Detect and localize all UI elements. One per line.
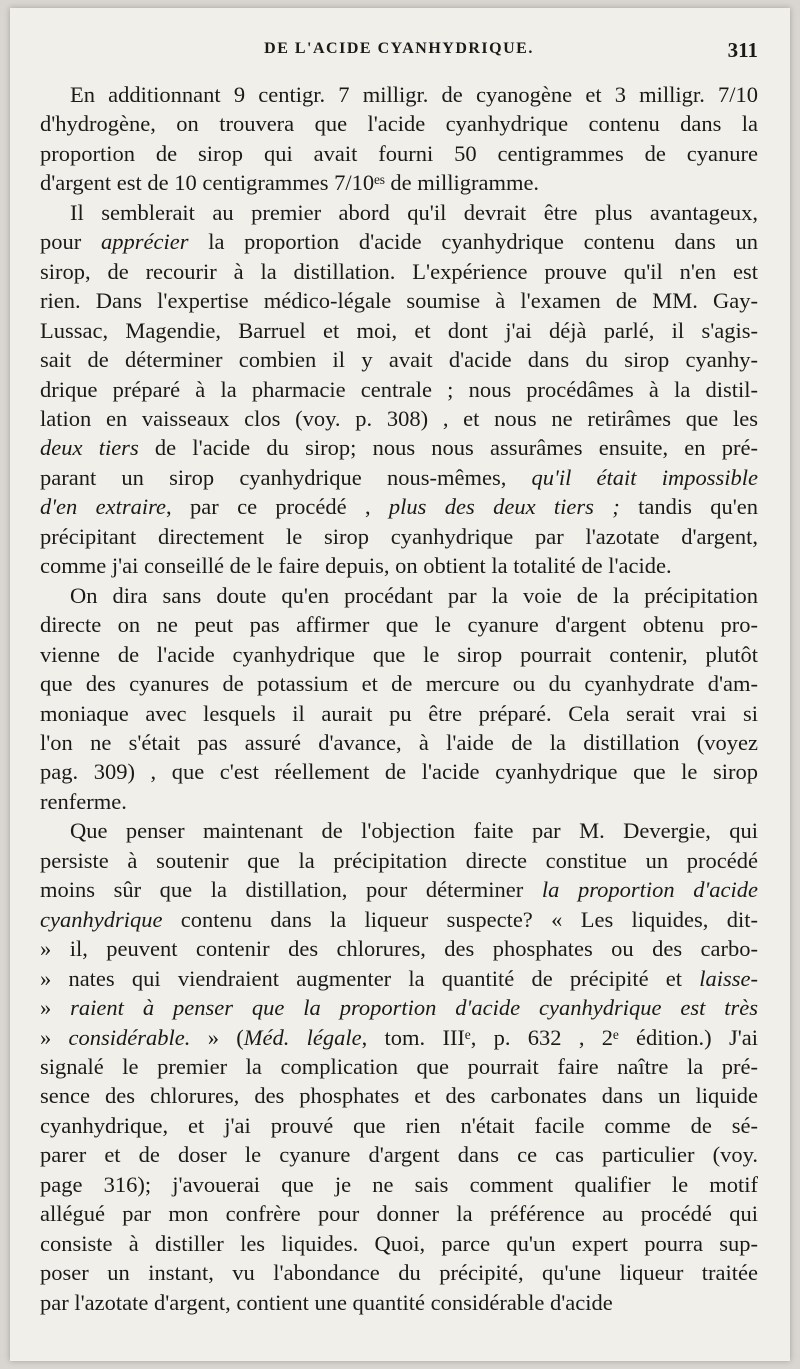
- text-line: [40, 345, 758, 374]
- text-run: tandis qu'en: [619, 494, 758, 520]
- italic-text: deux tiers: [40, 435, 139, 461]
- text-line: [40, 993, 758, 1022]
- text-line: [40, 846, 758, 875]
- text-run: cyanhydrique, et j'ai prouvé que rien n'était facile comme de sé-: [40, 1112, 758, 1138]
- text-line: [40, 286, 758, 315]
- text-run: sirop, de recourir à la distillation. L'expérience prouve qu'il n'en est: [40, 258, 758, 284]
- page-header: [40, 40, 758, 70]
- text-line: [40, 964, 758, 993]
- text-run: consiste à distiller les liquides. Quoi, parce qu'un expert pourra sup-: [40, 1230, 758, 1256]
- text-line: [40, 934, 758, 963]
- text-line: [40, 1199, 758, 1228]
- text-line: [40, 757, 758, 786]
- italic-text: raient à penser que la proportion d'acide cyanhydrique est très: [70, 995, 759, 1021]
- text-line: [40, 640, 758, 669]
- text-run: comme j'ai conseillé de le faire depuis, on obtient la totalité de l'acide.: [40, 553, 672, 579]
- text-run: , tom. IIIᵉ, p. 632 , 2ᵉ édition.) J'ai: [361, 1024, 758, 1050]
- text-run: rien. Dans l'expertise médico-légale soumise à l'examen de MM. Gay-: [40, 288, 758, 314]
- text-line: [40, 1023, 758, 1052]
- text-run: d'hydrogène, on trouvera que l'acide cyanhydrique contenu dans la: [40, 111, 758, 137]
- text-run: Que penser maintenant de l'objection faite par M. Devergie, qui: [70, 818, 758, 844]
- text-run: » il, peuvent contenir des chlorures, des phosphates ou des carbo-: [40, 936, 758, 962]
- text-line: [40, 227, 758, 256]
- text-run: poser un instant, vu l'abondance du précipité, qu'une liqueur traitée: [40, 1260, 758, 1286]
- text-run: parant un sirop cyanhydrique nous-mêmes,: [40, 464, 532, 490]
- text-line: [40, 316, 758, 345]
- paragraph: [40, 581, 758, 817]
- text-line: [40, 433, 758, 462]
- text-line: [40, 669, 758, 698]
- text-run: moins sûr que la distillation, pour déterminer: [40, 877, 542, 903]
- italic-text: apprécier: [100, 229, 189, 255]
- italic-text: la proportion d'acide: [541, 877, 758, 903]
- text-run: sence des chlorures, des phosphates et des carbonates dans un liquide: [40, 1083, 758, 1109]
- text-run: »: [40, 995, 71, 1021]
- text-line: [40, 1140, 758, 1169]
- italic-text: plus des deux tiers ;: [388, 494, 620, 520]
- text-run: précipitant directement le sirop cyanhydrique par l'azotate d'argent,: [40, 523, 758, 549]
- text-run: pour: [40, 229, 101, 255]
- text-run: contenu dans la liqueur suspecte? « Les liquides, dit-: [162, 906, 758, 932]
- text-line: [40, 522, 758, 551]
- text-run: » nates qui viendraient augmenter la quantité de précipité et: [40, 965, 700, 991]
- text-run: page 316); j'avouerai que je ne sais comment qualifier le motif: [40, 1171, 758, 1197]
- text-run: pag. 309) , que c'est réellement de l'acide cyanhydrique que le sirop: [40, 759, 758, 785]
- paragraph: [40, 816, 758, 1317]
- body-text: [40, 80, 758, 1317]
- text-line: [40, 1229, 758, 1258]
- text-line: [40, 699, 758, 728]
- text-line: [40, 404, 758, 433]
- text-run: de l'acide du sirop; nous nous assurâmes ensuite, en pré-: [138, 435, 758, 461]
- book-page: [10, 8, 790, 1361]
- text-run: vienne de l'acide cyanhydrique que le sirop pourrait contenir, plutôt: [40, 641, 758, 667]
- text-line: [40, 905, 758, 934]
- text-line: [40, 168, 758, 197]
- text-line: [40, 257, 758, 286]
- text-run: directe on ne peut pas affirmer que le cyanure d'argent obtenu pro-: [40, 612, 758, 638]
- text-line: [40, 875, 758, 904]
- italic-text: considérable.: [68, 1024, 191, 1050]
- page-number: 311: [727, 38, 758, 62]
- italic-text: cyanhydrique: [40, 906, 163, 932]
- text-line: [40, 1288, 758, 1317]
- text-run: la proportion d'acide cyanhydrique contenu dans un: [188, 229, 758, 255]
- text-line: [40, 551, 758, 580]
- text-line: [40, 492, 758, 521]
- text-run: moniaque avec lesquels il aurait pu être préparé. Cela serait vrai si: [40, 700, 758, 726]
- italic-text: d'en extraire: [40, 494, 167, 520]
- text-line: [40, 816, 758, 845]
- text-line: [40, 610, 758, 639]
- text-run: En additionnant 9 centigr. 7 milligr. de cyanogène et 3 milligr. 7/10: [70, 82, 758, 107]
- text-line: [40, 463, 758, 492]
- text-run: persiste à soutenir que la précipitation directe constitue un procédé: [40, 847, 758, 873]
- text-line: [40, 198, 758, 227]
- italic-text: laisse-: [699, 965, 758, 991]
- text-run: renferme.: [40, 788, 127, 814]
- text-line: [40, 728, 758, 757]
- text-line: [40, 787, 758, 816]
- text-run: que des cyanures de potassium et de mercure ou du cyanhydrate d'am-: [40, 671, 758, 697]
- text-line: [40, 80, 758, 109]
- text-run: proportion de sirop qui avait fourni 50 centigrammes de cyanure: [40, 140, 758, 166]
- text-run: allégué par mon confrère pour donner la préférence au procédé qui: [40, 1201, 758, 1227]
- text-run: parer et de doser le cyanure d'argent dans ce cas particulier (voy.: [40, 1142, 758, 1168]
- running-title: DE L'ACIDE CYANHYDRIQUE.: [264, 40, 534, 57]
- text-run: signalé le premier la complication que pourrait faire naître la pré-: [40, 1053, 758, 1079]
- paragraph: [40, 198, 758, 581]
- italic-text: qu'il était impossible: [531, 464, 758, 490]
- text-run: drique préparé à la pharmacie centrale ; nous procédâmes à la distil-: [40, 376, 758, 402]
- paragraph: [40, 80, 758, 198]
- text-line: [40, 375, 758, 404]
- text-run: »: [40, 1024, 69, 1050]
- text-run: par l'azotate d'argent, contient une quantité considérable d'acide: [40, 1289, 613, 1315]
- text-run: d'argent est de 10 centigrammes 7/10ᵉˢ de milligramme.: [40, 170, 540, 196]
- text-run: Il semblerait au premier abord qu'il devrait être plus avantageux,: [70, 199, 758, 225]
- text-run: l'on ne s'était pas assuré d'avance, à l'aide de la distillation (voyez: [40, 729, 758, 755]
- text-line: [40, 109, 758, 138]
- text-line: [40, 1081, 758, 1110]
- text-line: [40, 1111, 758, 1140]
- text-run: » (: [190, 1024, 244, 1050]
- text-line: [40, 1258, 758, 1287]
- text-line: [40, 139, 758, 168]
- text-run: sait de déterminer combien il y avait d'acide dans du sirop cyanhy-: [40, 347, 758, 373]
- text-line: [40, 1052, 758, 1081]
- text-run: On dira sans doute qu'en procédant par la voie de la précipitation: [70, 582, 758, 608]
- text-line: [40, 581, 758, 610]
- text-run: lation en vaisseaux clos (voy. p. 308) , et nous ne retirâmes que les: [40, 405, 758, 431]
- text-run: Lussac, Magendie, Barruel et moi, et dont j'ai déjà parlé, il s'agis-: [40, 317, 758, 343]
- text-line: [40, 1170, 758, 1199]
- text-run: , par ce procédé ,: [166, 494, 389, 520]
- italic-text: Méd. légale: [243, 1024, 362, 1050]
